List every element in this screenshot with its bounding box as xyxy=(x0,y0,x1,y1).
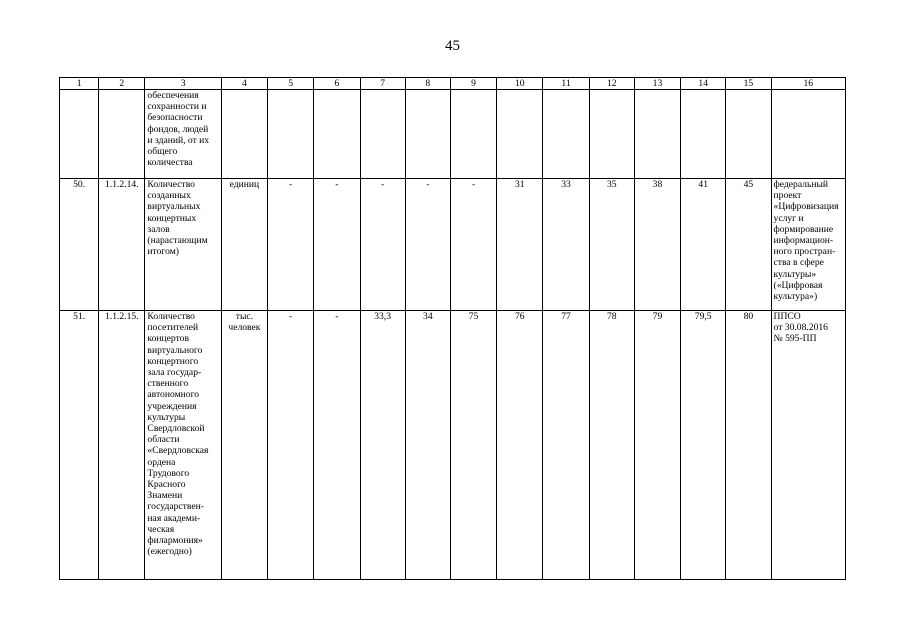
value-cell: 31 xyxy=(497,179,543,311)
header-cell: 11 xyxy=(543,78,589,90)
unit-cell: единиц xyxy=(221,179,267,311)
value-cell xyxy=(405,90,450,179)
indicator-name-cell: обеспечения сохранности и безопасности фондов, людей и зданий, от их общего количества xyxy=(145,90,221,179)
header-cell: 12 xyxy=(589,78,634,90)
table-row xyxy=(60,311,846,580)
value-cell: 76 xyxy=(497,311,543,580)
value-cell: - xyxy=(450,179,496,311)
page-number: 45 xyxy=(445,38,460,54)
header-cell: 3 xyxy=(145,78,221,90)
row-number-cell: 50. xyxy=(60,179,99,311)
header-cell: 1 xyxy=(60,78,99,90)
header-cell: 15 xyxy=(726,78,771,90)
value-cell xyxy=(589,90,634,179)
header-cell: 6 xyxy=(314,78,360,90)
value-cell: 78 xyxy=(589,311,634,580)
row-number-cell xyxy=(60,90,99,179)
header-cell: 9 xyxy=(450,78,496,90)
code-cell xyxy=(99,90,145,179)
value-cell: 34 xyxy=(405,311,450,580)
value-cell: 33,3 xyxy=(360,311,405,580)
value-cell: - xyxy=(314,179,360,311)
value-cell xyxy=(543,90,589,179)
value-cell: - xyxy=(268,179,314,311)
source-cell xyxy=(771,90,845,179)
value-cell xyxy=(314,90,360,179)
source-cell: федеральный проект «Цифровизация услуг и формирование информацион- ного простран- ства в сфере культуры» («Цифровая культура») xyxy=(771,179,845,311)
value-cell xyxy=(681,90,726,179)
value-cell: 33 xyxy=(543,179,589,311)
indicator-name-cell: Количество посетителей концертов виртуального концертного зала государ- ственного автономного учреждения культуры Свердловской области «Свердловская ордена Трудового Красного Знамени государствен- ная академи- ческая филармония» (ежегодно) xyxy=(145,311,221,580)
code-cell: 1.1.2.15. xyxy=(99,311,145,580)
header-cell: 4 xyxy=(221,78,267,90)
value-cell: - xyxy=(405,179,450,311)
value-cell: - xyxy=(268,311,314,580)
value-cell xyxy=(360,90,405,179)
table-row xyxy=(60,179,846,311)
value-cell: 80 xyxy=(726,311,771,580)
header-cell: 7 xyxy=(360,78,405,90)
value-cell: - xyxy=(314,311,360,580)
header-cell: 14 xyxy=(681,78,726,90)
unit-cell xyxy=(221,90,267,179)
value-cell: 45 xyxy=(726,179,771,311)
value-cell xyxy=(726,90,771,179)
value-cell: 77 xyxy=(543,311,589,580)
header-cell: 10 xyxy=(497,78,543,90)
value-cell xyxy=(497,90,543,179)
table-row xyxy=(60,90,846,179)
header-cell: 8 xyxy=(405,78,450,90)
value-cell: 79 xyxy=(634,311,680,580)
header-row xyxy=(60,78,846,90)
unit-cell: тыс. человек xyxy=(221,311,267,580)
indicator-name-cell: Количество созданных виртуальных концертных залов (нарастающим итогом) xyxy=(145,179,221,311)
code-cell: 1.1.2.14. xyxy=(99,179,145,311)
header-cell: 16 xyxy=(771,78,845,90)
header-cell: 13 xyxy=(634,78,680,90)
value-cell: 35 xyxy=(589,179,634,311)
source-cell: ППСО от 30.08.2016 № 595-ПП xyxy=(771,311,845,580)
header-cell: 5 xyxy=(268,78,314,90)
row-number-cell: 51. xyxy=(60,311,99,580)
value-cell: 41 xyxy=(681,179,726,311)
value-cell: 79,5 xyxy=(681,311,726,580)
value-cell xyxy=(268,90,314,179)
header-cell: 2 xyxy=(99,78,145,90)
value-cell xyxy=(634,90,680,179)
value-cell: 75 xyxy=(450,311,496,580)
value-cell xyxy=(450,90,496,179)
value-cell: - xyxy=(360,179,405,311)
indicators-table xyxy=(59,77,846,580)
value-cell: 38 xyxy=(634,179,680,311)
